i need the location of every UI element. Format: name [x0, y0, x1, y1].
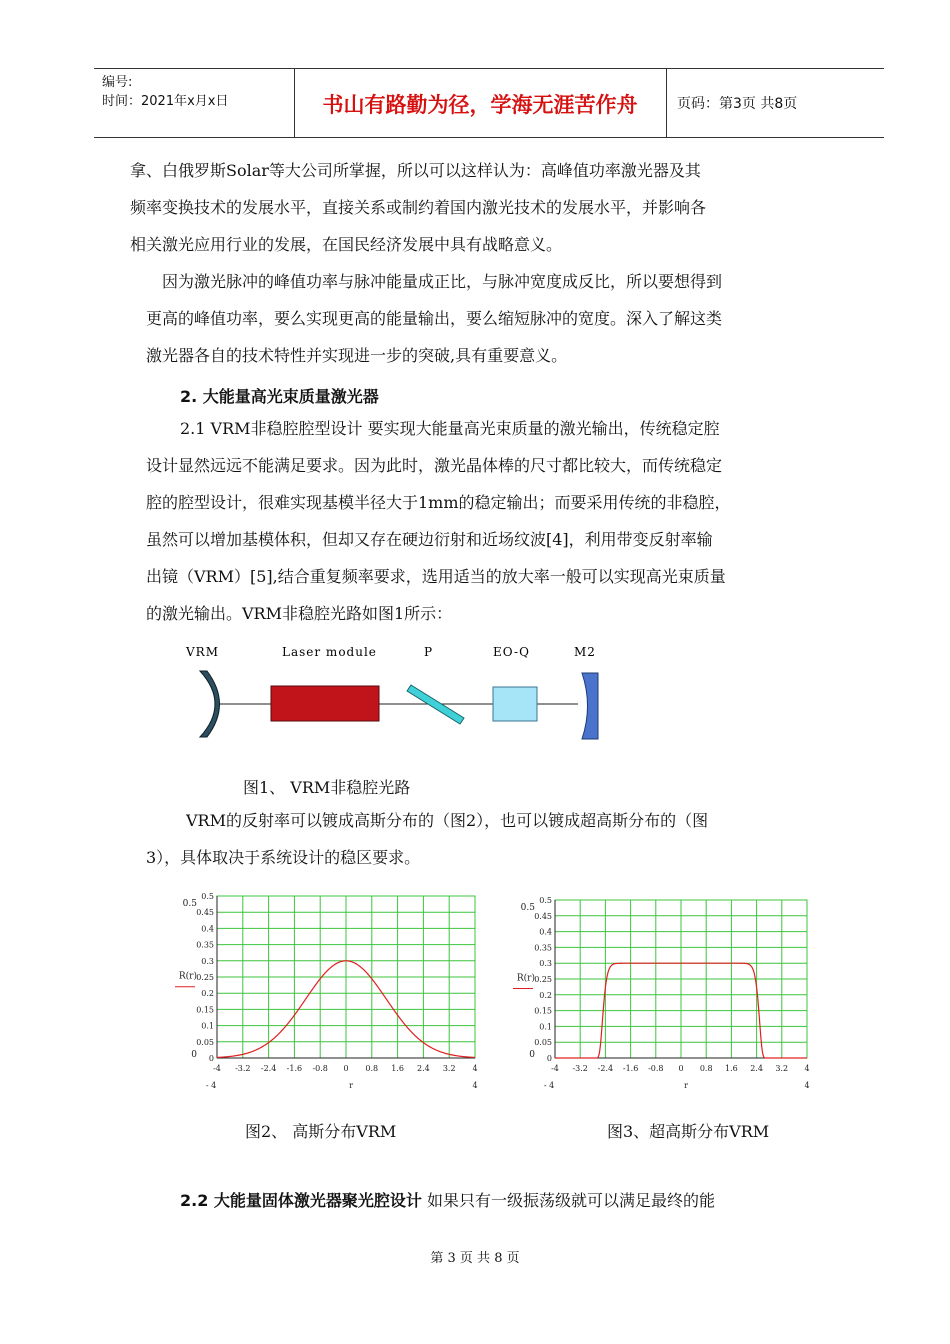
- y-tick-label: 0.45: [534, 911, 552, 921]
- y-tick-label: 0.05: [534, 1038, 552, 1048]
- m2-label: M2: [574, 645, 596, 659]
- x-tick-label: 3.2: [775, 1064, 789, 1073]
- header-motto: 书山有路勤为径，学海无涯苦作舟: [322, 93, 638, 117]
- x-axis-label: r: [349, 1081, 353, 1090]
- y-tick-label: 0.5: [201, 892, 214, 901]
- x-tick-label: 0: [678, 1064, 684, 1073]
- figure1-caption: 图1、 VRM非稳腔光路: [243, 778, 411, 797]
- polarizer-label: P: [424, 645, 433, 659]
- paragraph-line: 2.1 VRM非稳腔腔型设计 要实现大能量高光束质量的激光输出，传统稳定腔: [180, 419, 720, 438]
- paragraph-line: 腔的腔型设计，很难实现基模半径大于1mm的稳定输出；而要采用传统的非稳腔，: [146, 493, 731, 512]
- x-tick-label: -3.2: [235, 1064, 251, 1073]
- section-heading: 2. 大能量高光束质量激光器: [180, 387, 379, 406]
- x-tick-label: 0.8: [365, 1064, 379, 1073]
- x-tick-label: -2.4: [597, 1064, 614, 1073]
- page-footer: 第 3 页 共 8 页: [430, 1251, 520, 1266]
- eo-q-switch: [493, 687, 537, 721]
- section-2-2-line: [180, 1183, 715, 1219]
- y-tick-label: 0.4: [201, 924, 214, 934]
- x-tick-label: -2.4: [260, 1064, 277, 1073]
- paragraph-line: 虽然可以增加基模体积，但却又存在硬边衍射和近场纹波[4]，利用带变反射率输: [146, 530, 713, 549]
- y-tick-label: 0: [546, 1054, 552, 1063]
- x-axis-label: r: [684, 1081, 688, 1090]
- x-tick-label: 3.2: [442, 1064, 456, 1073]
- page-header: [94, 68, 884, 138]
- y-tick-label: 0: [208, 1054, 214, 1063]
- y-tick-label: 0.35: [534, 943, 552, 953]
- figure2-caption: 图2、 高斯分布VRM: [245, 1122, 397, 1141]
- paragraph-line: 出镜（VRM）[5],结合重复频率要求，选用适当的放大率一般可以实现高光束质量: [146, 567, 726, 586]
- y-tick-label: 0.2: [201, 989, 214, 999]
- gaussian-vrm-chart: [165, 888, 495, 1098]
- y-min-label: 0: [191, 1050, 197, 1060]
- header-meta: [102, 73, 292, 111]
- x-tick-label: -4: [551, 1064, 559, 1073]
- laser-module-label: Laser module: [282, 645, 377, 659]
- paragraph-line: 因为激光脉冲的峰值功率与脉冲能量成正比，与脉冲宽度成反比，所以要想得到: [162, 272, 723, 291]
- y-tick-label: 0.3: [201, 956, 214, 966]
- paragraph-line: 拿、白俄罗斯Solar等大公司所掌握，所以可以这样认为：高峰值功率激光器及其: [130, 161, 701, 180]
- y-tick-label: 0.15: [196, 1005, 214, 1015]
- x-tick-label: 2.4: [750, 1064, 763, 1073]
- x-max-label: 4: [472, 1081, 478, 1090]
- y-tick-label: 0.45: [196, 908, 214, 918]
- y-tick-label: 0.05: [196, 1037, 214, 1047]
- x-tick-label: -0.8: [312, 1064, 328, 1073]
- paragraph-line: 的激光输出。VRM非稳腔光路如图1所示：: [146, 604, 453, 623]
- x-tick-label: -1.6: [286, 1064, 303, 1073]
- x-tick-label: 4: [804, 1064, 810, 1073]
- x-tick-label: 4: [472, 1064, 478, 1073]
- y-tick-label: 0.25: [534, 975, 552, 984]
- x-tick-label: 0.8: [699, 1064, 713, 1073]
- paragraph-line: 更高的峰值功率，要么实现更高的能量输出，要么缩短脉冲的宽度。深入了解这类: [146, 309, 723, 328]
- y-tick-label: 0.35: [196, 940, 214, 950]
- figure3-caption: 图3、超高斯分布VRM: [607, 1122, 770, 1141]
- x-tick-label: 1.6: [725, 1064, 738, 1073]
- vrm-resonator-diagram: [180, 640, 620, 750]
- number-label: 编号:: [102, 75, 133, 90]
- y-tick-label: 0.2: [539, 990, 552, 1000]
- x-tick-label: -1.6: [622, 1064, 639, 1073]
- x-min-label: - 4: [543, 1081, 555, 1090]
- y-tick-label: 0.1: [539, 1022, 552, 1032]
- y-min-label: 0: [529, 1050, 535, 1060]
- x-tick-label: -0.8: [648, 1064, 664, 1073]
- y-max-label: 0.5: [520, 903, 535, 913]
- y-axis-label: R(r): [178, 971, 197, 982]
- paragraph-line: 激光器各自的技术特性并实现进一步的突破,具有重要意义。: [146, 346, 568, 365]
- header-page-info: 页码：第3页 共8页: [677, 96, 798, 112]
- vrm-label: VRM: [186, 645, 219, 659]
- paragraph-line: 频率变换技术的发展水平，直接关系或制约着国内激光技术的发展水平，并影响各: [130, 198, 707, 217]
- y-tick-label: 0.25: [196, 973, 214, 982]
- paragraph-line: VRM的反射率可以镀成高斯分布的（图2），也可以镀成超高斯分布的（图: [186, 811, 709, 830]
- y-tick-label: 0.15: [534, 1006, 552, 1016]
- y-tick-label: 0.4: [539, 927, 552, 937]
- x-tick-label: 1.6: [391, 1064, 404, 1073]
- section-2-2-text: 如果只有一级振荡级就可以满足最终的能: [421, 1191, 716, 1210]
- x-tick-label: 2.4: [417, 1064, 430, 1073]
- x-tick-label: -3.2: [572, 1064, 588, 1073]
- x-min-label: - 4: [205, 1081, 217, 1090]
- x-max-label: 4: [804, 1081, 810, 1090]
- y-max-label: 0.5: [182, 899, 197, 909]
- eoq-label: EO-Q: [493, 645, 530, 659]
- x-tick-label: -4: [213, 1064, 221, 1073]
- supergaussian-vrm-chart: [505, 892, 825, 1098]
- time-label: 时间：2021年x月x日: [102, 94, 229, 109]
- y-tick-label: 0.5: [539, 896, 552, 905]
- y-tick-label: 0.3: [539, 959, 552, 969]
- header-divider: [666, 69, 667, 137]
- x-tick-label: 0: [343, 1064, 349, 1073]
- laser-module: [271, 686, 379, 721]
- vrm-mirror: [200, 671, 220, 737]
- paragraph-line: 相关激光应用行业的发展，在国民经济发展中具有战略意义。: [130, 235, 563, 254]
- y-axis-label: R(r): [516, 973, 535, 984]
- paragraph-line: 设计显然远远不能满足要求。因为此时，激光晶体棒的尺寸都比较大，而传统稳定: [146, 456, 723, 475]
- m2-mirror: [582, 673, 598, 739]
- y-tick-label: 0.1: [201, 1021, 214, 1031]
- paragraph-line: 3），具体取决于系统设计的稳区要求。: [146, 848, 421, 867]
- section-2-2-title: 2.2 大能量固体激光器聚光腔设计: [180, 1191, 422, 1210]
